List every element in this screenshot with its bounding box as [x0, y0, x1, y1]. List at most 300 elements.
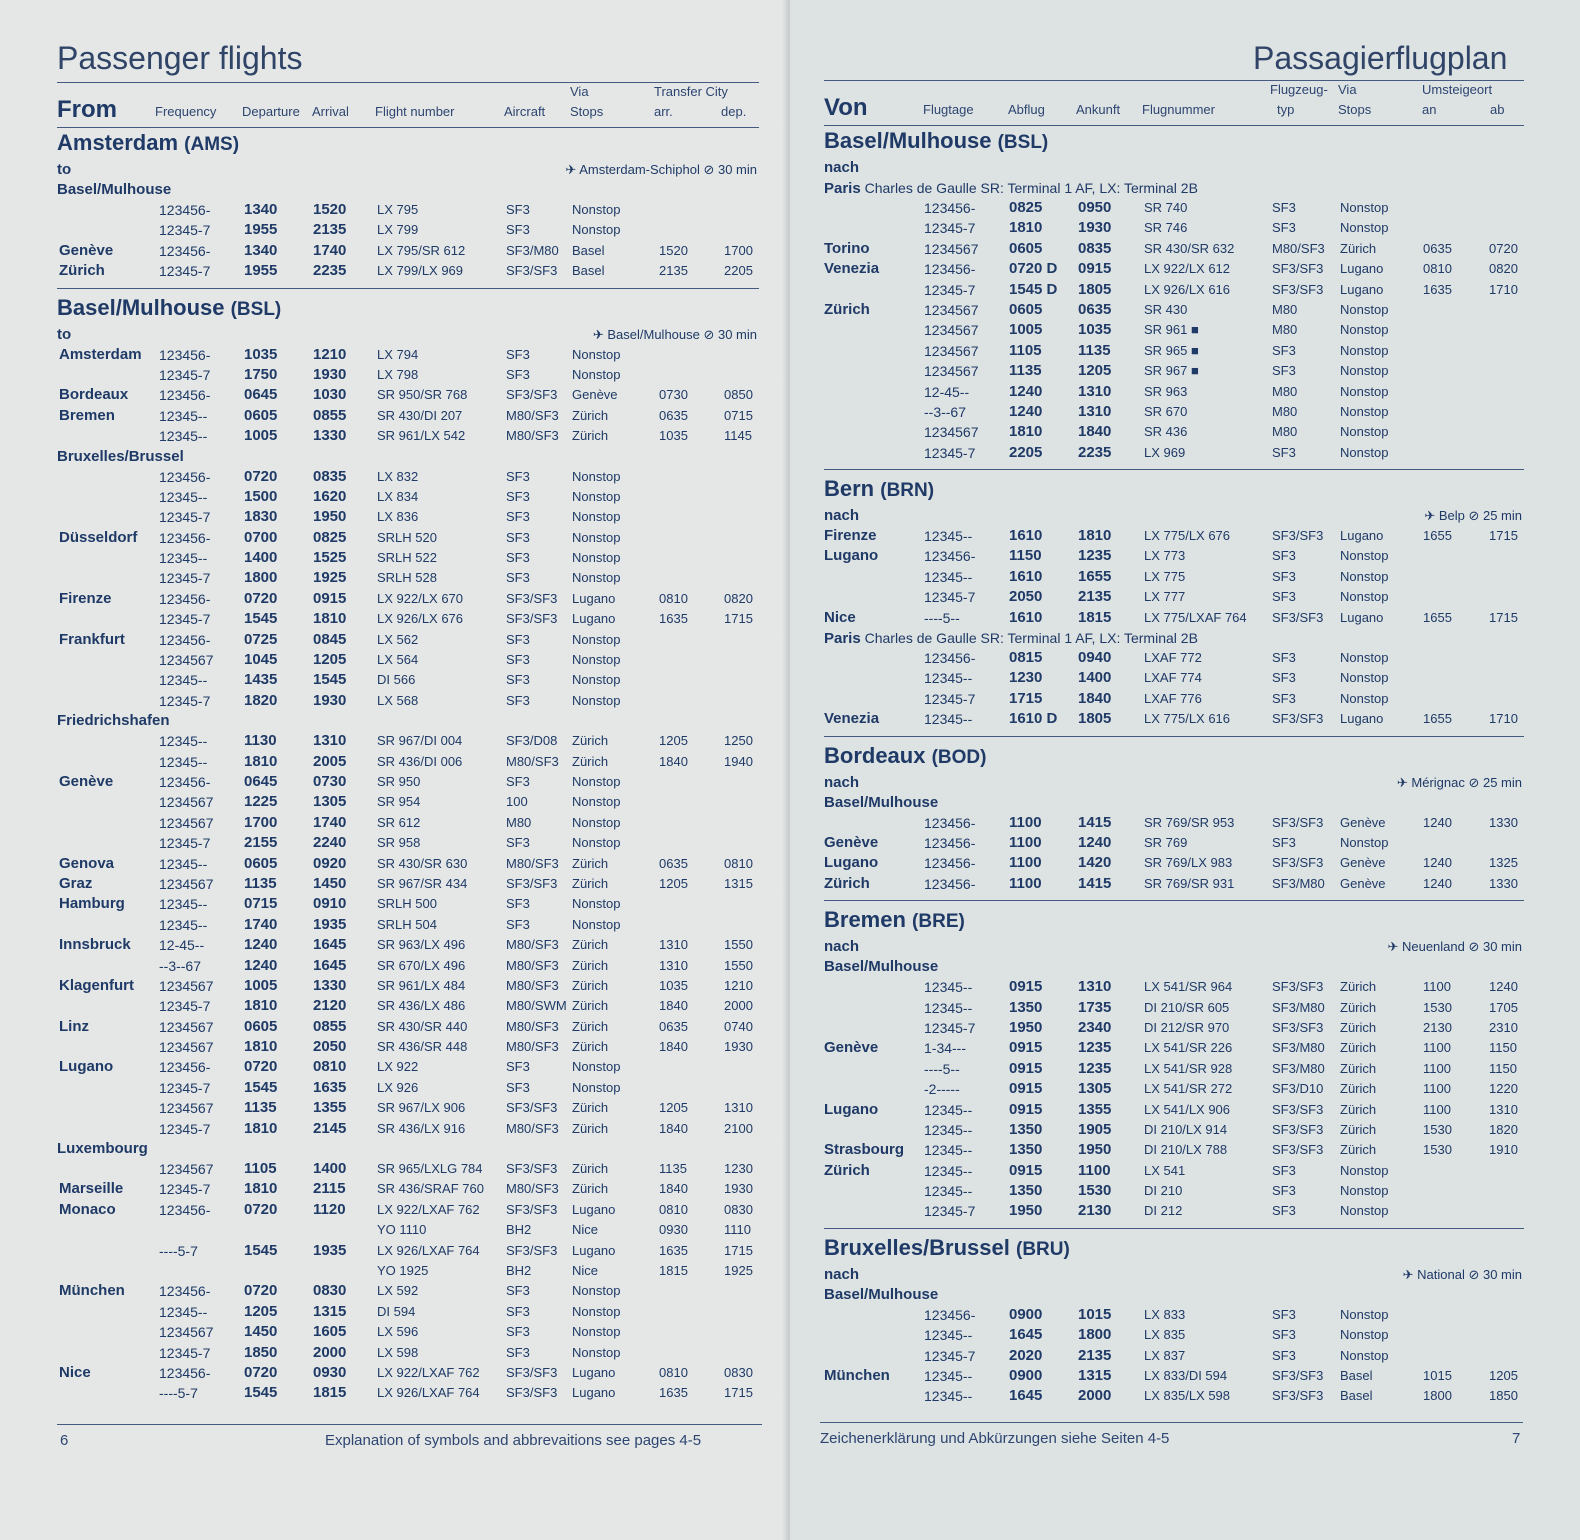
cell-dep: 1500: [244, 487, 278, 505]
section-title: [57, 128, 759, 160]
cell-ta: 1310: [659, 957, 688, 973]
cell-dep: 1800: [244, 569, 278, 587]
cell-fn: LX 598: [377, 1344, 419, 1360]
cell-via: Nonstop: [1340, 1183, 1389, 1199]
cell-td: 1240: [1489, 979, 1518, 995]
cell-freq: ----5-7: [159, 1385, 198, 1402]
cell-ac: SF3: [506, 1303, 530, 1319]
cell-fn: LX 795: [377, 202, 419, 217]
section-title: [824, 1233, 1524, 1265]
flight-row: [824, 361, 1524, 381]
cell-td: 1820: [1489, 1121, 1518, 1137]
footer-rule: [57, 1424, 762, 1425]
flight-row: [57, 200, 759, 220]
cell-freq: 12345-7: [924, 1203, 976, 1220]
cell-via: Nonstop: [1340, 301, 1389, 317]
cell-ac: SF3/SF3: [1272, 1388, 1324, 1404]
cell-via: Nonstop: [1340, 200, 1389, 215]
cell-via: Lugano: [1340, 609, 1384, 625]
cell-ac: SF3: [506, 366, 530, 382]
cell-td: 1110: [724, 1222, 751, 1238]
flight-row: [824, 567, 1524, 587]
cell-td: 0820: [724, 590, 753, 606]
cell-freq: 123456-: [159, 1059, 211, 1076]
cell-to: Genève: [59, 241, 114, 259]
cell-via: Zürich: [1340, 1060, 1377, 1076]
cell-via: Nonstop: [572, 835, 621, 851]
cell-arr: 1135: [1078, 341, 1111, 359]
cell-freq: 12345--: [924, 711, 973, 728]
cell-td: 0830: [724, 1201, 753, 1217]
section-city: Bordeaux: [824, 742, 926, 768]
col-arrival: Ankunft: [1076, 102, 1121, 117]
cell-ac: 100: [506, 794, 528, 810]
cell-via: Nonstop: [572, 550, 621, 566]
cell-ac: M80: [1272, 383, 1298, 399]
section-city: Basel/Mulhouse: [824, 128, 992, 153]
cell-ac: SF3/SF3: [506, 590, 558, 606]
flight-row: [824, 709, 1524, 729]
section-subline: [57, 160, 759, 180]
cell-td: 0810: [724, 855, 753, 871]
cell-ac: M80/SF3: [506, 1120, 559, 1136]
cell-freq: 12345-7: [159, 1344, 211, 1361]
cell-freq: 1234567: [159, 1161, 214, 1178]
cell-arr: 1735: [1078, 998, 1112, 1016]
cell-fn: LXAF 774: [1144, 670, 1202, 686]
cell-arr: 1840: [1078, 423, 1112, 441]
cell-arr: 1740: [313, 241, 347, 259]
cell-ta: 0810: [659, 1201, 688, 1217]
cell-fn: DI 210: [1144, 1183, 1183, 1199]
flight-row: [824, 526, 1524, 546]
cell-dep: 1435: [244, 671, 278, 689]
cell-via: Genève: [1340, 855, 1386, 871]
cell-td: 1330: [1489, 875, 1518, 891]
cell-dep: 1700: [244, 813, 278, 831]
cell-arr: 2145: [313, 1119, 347, 1137]
cell-dep: 1350: [1009, 1182, 1043, 1200]
cell-via: Zürich: [572, 1100, 609, 1116]
cell-fn: SR 612: [377, 814, 421, 830]
cell-dep: 0720: [244, 589, 278, 607]
cell-fn: SR 950: [377, 773, 421, 789]
cell-arr: 1840: [1078, 689, 1112, 707]
cell-to: Lugano: [824, 854, 879, 872]
cell-ac: SF3: [506, 529, 530, 545]
cell-freq: 12345-7: [159, 998, 211, 1015]
cell-dep: 2020: [1009, 1346, 1043, 1364]
cell-ac: BH2: [506, 1262, 532, 1278]
cell-freq: 123456-: [159, 590, 211, 607]
cell-ac: BH2: [506, 1222, 532, 1238]
cell-arr: 1810: [313, 610, 347, 628]
flight-row: [824, 300, 1524, 320]
cell-freq: 123456-: [924, 548, 976, 565]
cell-dep: 0815: [1009, 649, 1043, 667]
cell-fn: LX 562: [377, 631, 419, 647]
cell-freq: 12345--: [924, 1183, 973, 1200]
cell-via: Zürich: [572, 1181, 609, 1197]
cell-via: Lugano: [572, 1364, 616, 1380]
flight-row: [57, 894, 759, 914]
cell-fn: LX 541: [1144, 1162, 1186, 1178]
cell-ta: 1240: [1423, 875, 1452, 891]
cell-via: Nonstop: [1340, 568, 1389, 584]
cell-td: 1850: [1489, 1388, 1518, 1404]
cell-arr: 1525: [313, 549, 347, 567]
cell-arr: 0855: [313, 406, 347, 424]
cell-td: 1710: [1489, 711, 1518, 727]
destination-heading: Friedrichshafen: [57, 712, 170, 730]
cell-fn: SR 436/SRAF 760: [377, 1181, 484, 1197]
cell-arr: 0930: [313, 1363, 347, 1381]
cell-dep: 1100: [1009, 833, 1042, 851]
cell-arr: 0730: [313, 772, 347, 790]
cell-fn: LX 775/LX 676: [1144, 528, 1231, 544]
cell-fn: LX 541/SR 226: [1144, 1040, 1233, 1056]
cell-fn: LX 926/LX 676: [377, 611, 464, 627]
cell-ac: SF3: [1272, 363, 1296, 379]
cell-ac: SF3/SF3: [506, 1242, 558, 1258]
flight-row: [57, 650, 759, 670]
destination-heading: Basel/Mulhouse: [824, 1285, 939, 1303]
cell-dep: 1340: [244, 241, 278, 259]
cell-via: Lugano: [572, 1385, 616, 1401]
cell-freq: 123456-: [159, 1201, 211, 1218]
cell-fn: SR 670: [1144, 403, 1188, 419]
cell-arr: 2005: [313, 752, 347, 770]
section-airport-code: (BRN): [880, 480, 935, 502]
flight-row: [57, 1220, 759, 1240]
cell-fn: LX 568: [377, 692, 419, 708]
cell-ac: SF3/SF3: [506, 387, 558, 403]
section-airport-code: (BRE): [912, 911, 965, 933]
cell-fn: SR 430/DI 207: [377, 407, 463, 423]
cell-via: Nonstop: [572, 773, 621, 789]
cell-via: Nonstop: [1340, 589, 1389, 605]
cell-freq: 123456-: [159, 468, 211, 485]
col-arrival: Arrival: [312, 104, 349, 119]
section-title: [824, 905, 1524, 937]
cell-via: Lugano: [1340, 528, 1384, 544]
cell-fn: SR 746: [1144, 220, 1188, 236]
flight-row: [57, 241, 759, 261]
cell-ta: 1520: [659, 242, 688, 258]
destination-heading: Luxembourg: [57, 1140, 148, 1158]
cell-fn: LX 835: [1144, 1327, 1186, 1343]
cell-fn: LX 922/LXAF 762: [377, 1201, 480, 1217]
cell-freq: 123456-: [924, 834, 976, 851]
col-via: Via: [1338, 82, 1357, 97]
cell-ac: M80/SWM: [506, 998, 567, 1014]
col-frequency: Flugtage: [923, 102, 974, 117]
flight-row: [57, 1098, 759, 1118]
cell-freq: 123456-: [159, 1283, 211, 1300]
cell-via: Zürich: [572, 428, 609, 444]
cell-via: Zürich: [572, 855, 609, 871]
cell-fn: SR 963: [1144, 383, 1188, 399]
cell-ta: 1635: [1423, 281, 1452, 297]
cell-fn: YO 1925: [377, 1262, 429, 1278]
flight-row: [824, 874, 1524, 894]
col-frequency: Frequency: [155, 104, 217, 119]
cell-to: Zürich: [824, 874, 870, 892]
flight-row: [824, 1140, 1524, 1160]
cell-freq: 12345-7: [159, 509, 211, 526]
cell-fn: LX 773: [1144, 548, 1186, 564]
airport-transfer-info: ✈ Amsterdam-Schiphol ⊘ 30 min: [565, 162, 757, 177]
cell-dep: 1005: [244, 427, 278, 445]
cell-freq: 12345--: [924, 568, 973, 585]
cell-freq: 1234567: [924, 240, 979, 257]
cell-arr: 1030: [313, 386, 347, 404]
cell-fn: LX 926/LX 616: [1144, 281, 1231, 297]
cell-freq: 123456-: [924, 1306, 976, 1323]
cell-ac: SF3: [1272, 1203, 1296, 1219]
direction-label: to: [57, 325, 72, 343]
flight-row: [824, 689, 1524, 709]
cell-arr: 2135: [313, 221, 347, 239]
cell-dep: 1135: [244, 874, 277, 892]
cell-arr: 1100: [1078, 1161, 1111, 1179]
cell-ac: M80: [1272, 301, 1298, 317]
col-flight-number: Flight number: [375, 104, 455, 119]
cell-freq: 1-34---: [924, 1040, 967, 1057]
flight-row: [57, 752, 759, 772]
cell-dep: 0915: [1009, 978, 1043, 996]
cell-arr: 0950: [1078, 199, 1112, 216]
cell-ac: SF3: [1272, 1327, 1296, 1343]
cell-via: Zürich: [572, 937, 609, 953]
cell-td: 2310: [1489, 1019, 1518, 1035]
flight-row: [57, 792, 759, 812]
cell-freq: 12345-7: [159, 1079, 211, 1096]
cell-to: Frankfurt: [59, 630, 125, 648]
cell-freq: 12345--: [924, 670, 973, 687]
cell-ta: 1205: [659, 1100, 688, 1116]
cell-arr: 1415: [1078, 813, 1112, 831]
cell-dep: 1130: [244, 732, 277, 750]
cell-ta: 1015: [1423, 1368, 1452, 1384]
section-basel-mulhouse: [57, 288, 759, 1404]
cell-fn: YO 1110: [377, 1222, 427, 1238]
flight-row: [824, 833, 1524, 853]
cell-arr: 1400: [313, 1160, 347, 1178]
cell-td: 1715: [724, 1242, 753, 1258]
cell-freq: 12345--: [159, 550, 208, 567]
cell-arr: 1620: [313, 487, 347, 505]
cell-fn: LX 541/SR 928: [1144, 1060, 1233, 1076]
cell-fn: LX 799/LX 969: [377, 263, 464, 279]
cell-arr: 1310: [1078, 978, 1112, 996]
cell-via: Zürich: [1340, 240, 1377, 256]
cell-ta: 1240: [1423, 814, 1452, 830]
cell-ta: 0635: [659, 855, 688, 871]
cell-via: Lugano: [1340, 281, 1384, 297]
cell-dep: 1750: [244, 365, 278, 383]
cell-freq: 12345-7: [159, 835, 211, 852]
cell-fn: LX 541/LX 906: [1144, 1101, 1231, 1117]
flight-row: [57, 1281, 759, 1301]
flight-row: [57, 609, 759, 629]
section-city: Bern: [824, 476, 875, 502]
flight-row: [824, 1325, 1524, 1345]
cell-dep: 1240: [244, 936, 278, 954]
cell-freq: 1234567: [159, 652, 214, 669]
cell-ac: SF3/SF3: [1272, 1368, 1324, 1384]
flight-row: [57, 1343, 759, 1363]
cell-fn: SR 740: [1144, 200, 1188, 215]
cell-ta: 1655: [1423, 711, 1452, 727]
cell-dep: 1850: [244, 1343, 278, 1361]
cell-ta: 1655: [1423, 528, 1452, 544]
cell-arr: 1330: [313, 427, 347, 445]
cell-dep: 1545: [244, 610, 278, 628]
cell-ac: SF3: [1272, 589, 1296, 605]
direction-label: nach: [824, 507, 860, 525]
cell-via: Nonstop: [1340, 1162, 1389, 1178]
cell-via: Genève: [572, 387, 618, 403]
cell-dep: 1045: [244, 651, 278, 669]
cell-freq: 12345-7: [159, 692, 211, 709]
flight-row: [824, 1059, 1524, 1079]
cell-arr: 1930: [1078, 219, 1112, 237]
flight-row: [824, 1386, 1524, 1406]
flight-row: [824, 1038, 1524, 1058]
cell-to: Firenze: [824, 527, 877, 545]
cell-ta: 1035: [659, 977, 688, 993]
cell-arr: 1805: [1078, 280, 1112, 298]
cell-ac: SF3: [506, 202, 530, 217]
cell-arr: 1925: [313, 569, 347, 587]
cell-ac: SF3: [506, 488, 530, 504]
cell-dep: 1240: [1009, 382, 1043, 400]
cell-ac: SF3: [1272, 548, 1296, 564]
cell-ta: 1840: [659, 998, 688, 1014]
direction-label: to: [57, 161, 72, 178]
cell-freq: 12345-7: [159, 570, 211, 587]
cell-fn: LX 798: [377, 366, 419, 382]
terminal-note: [824, 178, 1524, 198]
flight-row: [57, 996, 759, 1016]
cell-arr: 1645: [313, 956, 347, 974]
cell-fn: LX 922/LX 670: [377, 590, 464, 606]
flight-row: [57, 1017, 759, 1037]
cell-td: 2205: [724, 263, 753, 279]
section-airport-code: (BSL): [230, 298, 282, 320]
cell-freq: 1234567: [159, 794, 214, 811]
flight-row: [57, 385, 759, 405]
flight-row: [57, 589, 759, 609]
cell-dep: 1230: [1009, 669, 1043, 687]
cell-via: Zürich: [572, 875, 609, 891]
section-title: [57, 293, 759, 325]
cell-to: Torino: [824, 239, 870, 257]
cell-freq: 1234567: [159, 1018, 214, 1035]
cell-via: Nonstop: [1340, 383, 1389, 399]
cell-ac: SF3: [506, 1283, 530, 1299]
flight-row: [57, 854, 759, 874]
flight-row: [57, 915, 759, 935]
direction-label: nach: [824, 938, 860, 956]
cell-td: 1315: [724, 875, 753, 891]
cell-dep: 1340: [244, 201, 278, 218]
cell-dep: 1240: [244, 956, 278, 974]
cell-freq: 12345--: [159, 1303, 208, 1320]
flight-row: [824, 218, 1524, 238]
cell-via: Nonstop: [1340, 424, 1389, 440]
cell-td: 1325: [1489, 855, 1518, 871]
cell-fn: LX 833: [1144, 1306, 1186, 1322]
cell-ac: SF3/SF3: [1272, 1142, 1324, 1158]
cell-ac: SF3: [506, 1079, 530, 1095]
cell-freq: 12345--: [924, 999, 973, 1016]
cell-td: 1550: [724, 957, 753, 973]
cell-fn: SR 950/SR 768: [377, 387, 468, 403]
cell-via: Zürich: [1340, 1081, 1377, 1097]
cell-ac: SF3/SF3: [1272, 855, 1324, 871]
cell-arr: 0915: [1078, 260, 1112, 278]
flight-row: [57, 548, 759, 568]
note-text: Charles de Gaulle SR: Terminal 1 AF, LX: Terminal 2B: [864, 630, 1198, 647]
cell-to: Amsterdam: [59, 345, 142, 363]
cell-ac: SF3/SF3: [1272, 814, 1324, 830]
cell-via: Nonstop: [572, 468, 621, 484]
cell-dep: 0915: [1009, 1059, 1043, 1077]
col-departure: Abflug: [1008, 102, 1045, 117]
flight-row: [824, 608, 1524, 628]
cell-fn: LX 969: [1144, 444, 1186, 460]
cell-ac: SF3: [1272, 200, 1296, 215]
cell-freq: 12345-7: [159, 263, 211, 280]
cell-freq: 12345--: [924, 528, 973, 545]
cell-to: Lugano: [824, 1100, 879, 1118]
cell-arr: 2130: [1078, 1202, 1112, 1220]
cell-arr: 2000: [1078, 1387, 1112, 1405]
cell-dep: 0720: [244, 1058, 278, 1076]
footer-rule: [820, 1422, 1523, 1423]
cell-ac: M80/SF3: [506, 855, 559, 871]
page-title: Passenger flights: [57, 40, 303, 76]
cell-to: Firenze: [59, 589, 112, 607]
cell-arr: 1645: [313, 936, 347, 954]
cell-arr: 1950: [1078, 1141, 1112, 1159]
cell-freq: 123456-: [159, 1364, 211, 1381]
cell-arr: 0810: [313, 1058, 347, 1076]
cell-freq: 12345-7: [924, 690, 976, 707]
cell-to: Genova: [59, 854, 115, 872]
cell-fn: SR 967 ■: [1144, 363, 1199, 379]
cell-freq: 123456-: [159, 631, 211, 648]
flight-row: [57, 833, 759, 853]
cell-via: Zürich: [1340, 999, 1377, 1015]
cell-fn: SR 670/LX 496: [377, 957, 466, 973]
cell-ac: SF3: [1272, 1183, 1296, 1199]
cell-fn: LX 836: [377, 509, 419, 525]
col-transfer-city: Umsteigeort: [1422, 82, 1493, 97]
cell-fn: SR 967/SR 434: [377, 875, 468, 891]
cell-dep: 1350: [1009, 1120, 1043, 1138]
cell-ac: SF3: [506, 346, 530, 362]
airport-transfer-info: ✈ Basel/Mulhouse ⊘ 30 min: [592, 326, 757, 342]
cell-ta: 0635: [1423, 240, 1452, 256]
cell-ac: SF3/M80: [1272, 1040, 1325, 1056]
cell-ac: SF3/M80: [506, 242, 559, 258]
cell-arr: 1310: [313, 732, 347, 750]
cell-fn: DI 212: [1144, 1203, 1183, 1219]
cell-arr: 0940: [1078, 649, 1112, 667]
